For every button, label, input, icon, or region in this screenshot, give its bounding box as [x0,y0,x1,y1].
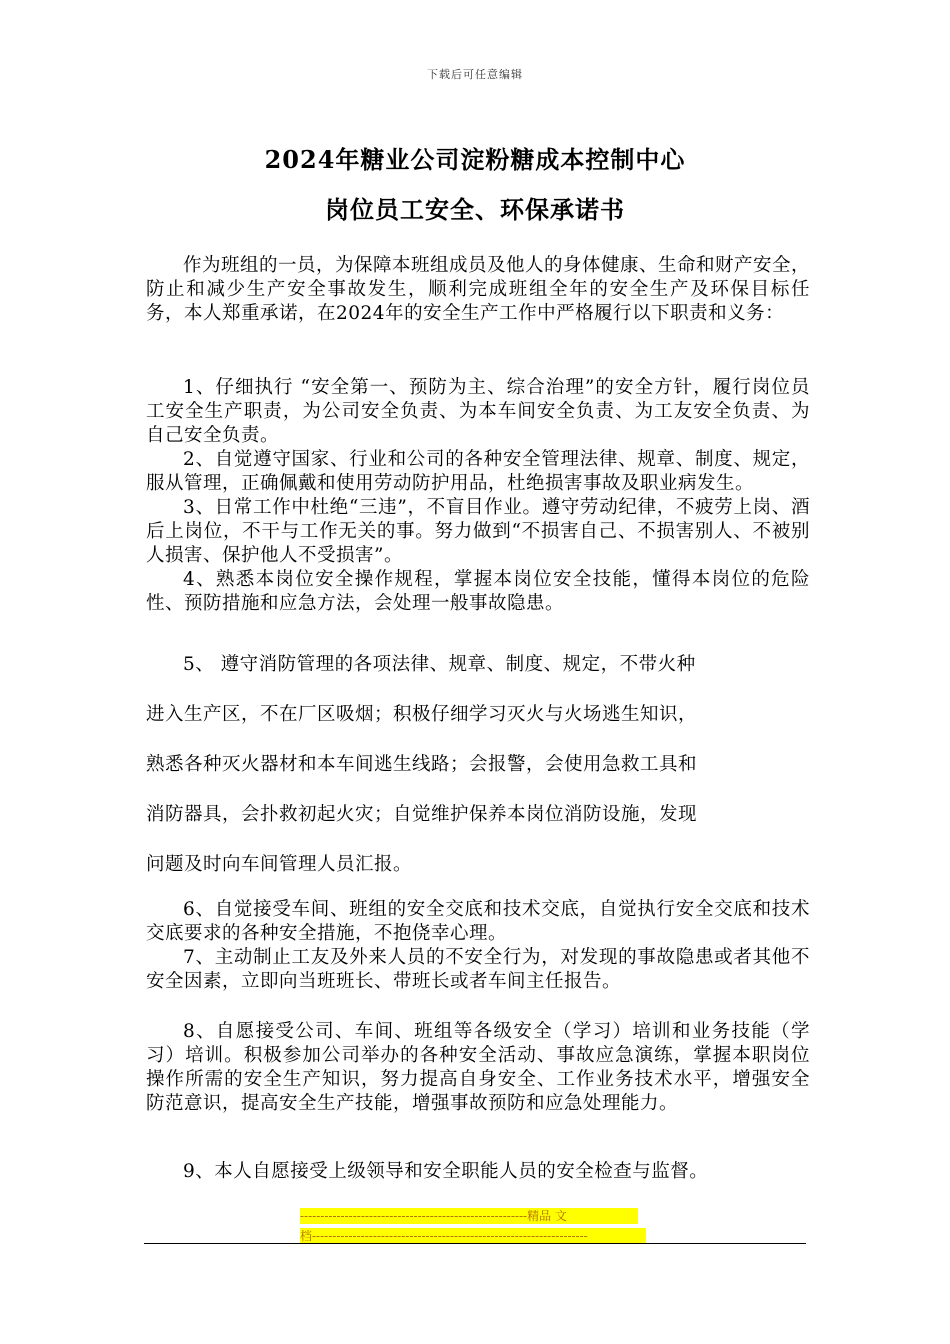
items-block-3 [146,1020,810,1116]
item-5-line-5: 问题及时向车间管理人员汇报。 [146,854,413,875]
footer-line-1: --------------------------------------------------------精品 文 [300,1208,638,1224]
item-5-line-2: 进入生产区，不在厂区吸烟；积极仔细学习灭火与火场逃生知识， [146,704,698,725]
item-7: 7、主动制止工友及外来人员的不安全行为，对发现的事故隐患或者其他不安全因素，立即向当班班长、带班长或者车间主任报告。 [146,947,810,992]
item-8: 8、自愿接受公司、车间、班组等各级安全（学习）培训和业务技能（学习）培训。积极参加公司举办的各种安全活动、事故应急演练，掌握本职岗位操作所需的安全生产知识，努力提高自身安全、工作业务技术水平，增强安全防范意识，提高安全生产技能，增强事故预防和应急处理能力。 [146,1021,810,1114]
item-9: 9、本人自愿接受上级领导和安全职能人员的安全检查与监督。 [183,1161,709,1182]
document-subtitle: 岗位员工安全、环保承诺书 [325,195,625,224]
intro-block [146,254,810,326]
footer-divider [144,1243,806,1244]
items-block-4 [146,1160,810,1184]
items-block-1 [146,376,810,616]
item-3: 3、日常工作中杜绝“三违”，不盲目作业。遵守劳动纪律，不疲劳上岗、酒后上岗位，不干与工作无关的事。努力做到“不损害自己、不损害别人、不被别人损害、保护他人不受损害”。 [146,497,810,566]
footer-watermark [300,1208,646,1248]
intro-paragraph: 作为班组的一员，为保障本班组成员及他人的身体健康、生命和财产安全，防止和减少生产安全事故发生，顺利完成班组全年的安全生产及环保目标任务，本人郑重承诺，在2024年的安全生产工作中严格履行以下职责和义务： [146,255,811,324]
item-5-line-4: 消防器具，会扑救初起火灾；自觉维护保养本岗位消防设施，发现 [146,804,698,825]
item-1: 1、仔细执行 “安全第一、预防为主、综合治理”的安全方针，履行岗位员工安全生产职责，为公司安全负责、为本车间安全负责、为工友安全负责、为自己安全负责。 [146,377,810,446]
item-2: 2、自觉遵守国家、行业和公司的各种安全管理法律、规章、制度、规定，服从管理，正确佩戴和使用劳动防护用品，杜绝损害事故及职业病发生。 [146,449,810,494]
item-6: 6、自觉接受车间、班组的安全交底和技术交底，自觉执行安全交底和技术交底要求的各种安全措施，不抱侥幸心理。 [146,899,810,944]
items-block-2 [146,898,810,994]
item-5-line-3: 熟悉各种灭火器材和本车间逃生线路；会报警，会使用急救工具和 [146,754,698,775]
header-note: 下载后可任意编辑 [427,68,523,81]
document-title: 2024年糖业公司淀粉糖成本控制中心 [264,145,686,174]
item-5-line-1: 5、 遵守消防管理的各项法律、规章、制度、规定，不带火种 [183,654,696,675]
item-4: 4、熟悉本岗位安全操作规程，掌握本岗位安全技能，懂得本岗位的危险性、预防措施和应急方法，会处理一般事故隐患。 [146,569,810,614]
footer-line-2: 档-------------------------------------------------------------------- [300,1228,646,1244]
